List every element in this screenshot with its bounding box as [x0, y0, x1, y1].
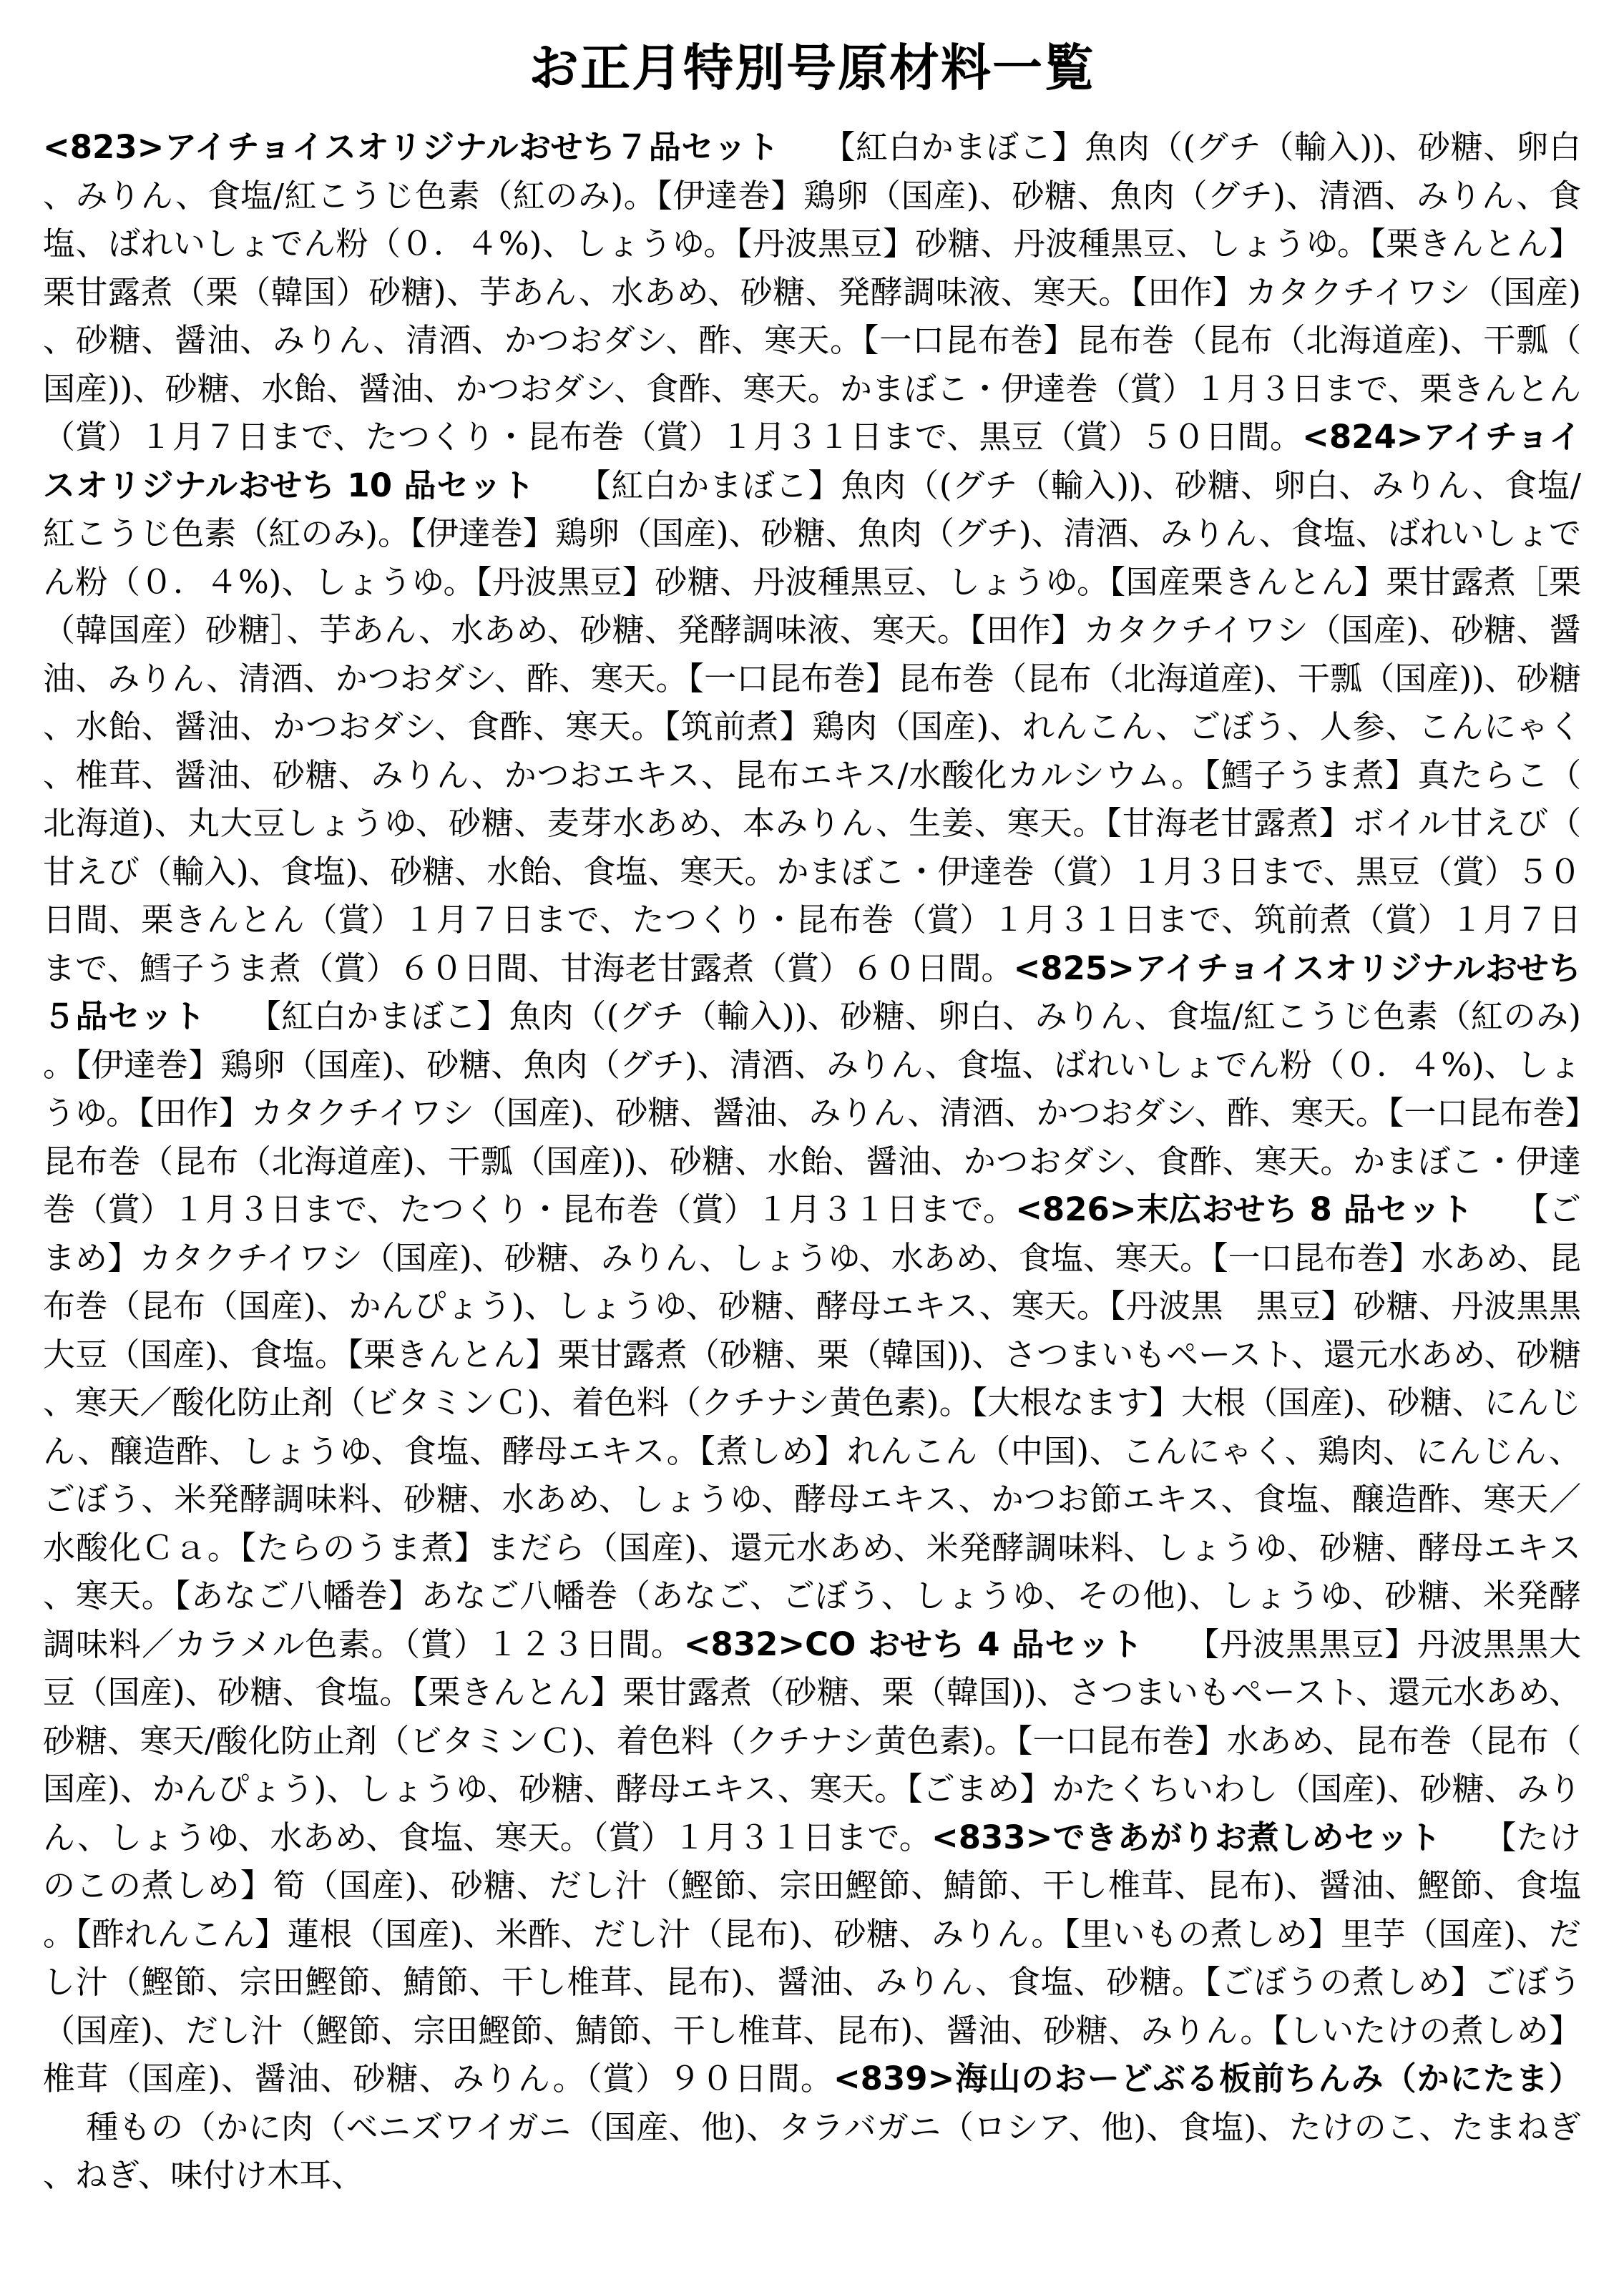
item-text-824: 【紅白かまぼこ】魚肉（(グチ（輸入))、砂糖、卵白、みりん、食塩/紅こうじ色素（紅のみ)。【伊達巻】鶏卵（国産)、砂糖、魚肉（グチ)、清酒、みりん、食塩、ばれいしょでん粉（０．４%)、しょうゆ。【丹波黒豆】砂糖、丹波種黒豆、しょうゆ。【国産栗きんとん】栗甘露煮［栗（韓国産）砂糖］、芋あん、水あめ、砂糖、発酵調味液、寒天。【田作】カタクチイワシ（国産)、砂糖、醤油、みりん、清酒、かつおダシ、酢、寒天。【一口昆布巻】昆布巻（昆布（北海道産)、干瓢（国産))、砂糖、水飴、醤油、かつおダシ、食酢、寒天。【筑前煮】鶏肉（国産)、れんこん、ごぼう、人参、こんにゃく、椎茸、醤油、砂糖、みりん、かつおエキス、昆布エキス/水酸化カルシウム。【鱈子うま煮】真たらこ（北海道)、丸大豆しょうゆ、砂糖、麦芽水あめ、本みりん、生姜、寒天。【甘海老甘露煮】ボイル甘えび（甘えび（輸入)、食塩)、砂糖、水飴、食塩、寒天。かまぼこ・伊達巻（賞）１月３日まで、黒豆（賞）５０日間、栗きんとん（賞）１月７日まで、たつくり・昆布巻（賞）１月３１日まで、筑前煮（賞）１月７日まで、鱈子うま煮（賞）６０日間、甘海老甘露煮（賞）６０日間。: [43, 466, 1581, 987]
item-text-825: 【紅白かまぼこ】魚肉（(グチ（輸入))、砂糖、卵白、みりん、食塩/紅こうじ色素（紅のみ)。【伊達巻】鶏卵（国産)、砂糖、魚肉（グチ)、清酒、みりん、食塩、ばれいしょでん粉（０．４%)、しょうゆ。【田作】カタクチイワシ（国産)、砂糖、醤油、みりん、清酒、かつおダシ、酢、寒天。【一口昆布巻】昆布巻（昆布（北海道産)、干瓢（国産))、砂糖、水飴、醤油、かつおダシ、食酢、寒天。かまぼこ・伊達巻（賞）１月３日まで、たつくり・昆布巻（賞）１月３１日まで。: [43, 997, 1581, 1228]
item-heading-825: <825>アイチョイスオリジナルおせち５品セット: [43, 949, 1581, 1035]
item-text-839: 種もの（かに肉（ベニズワイガニ（国産、他)、タラバガニ（ロシア、他)、食塩)、たけのこ、たまねぎ、ねぎ、味付け木耳、: [43, 2107, 1581, 2194]
item-text-826: 【ごまめ】カタクチイワシ（国産)、砂糖、みりん、しょうゆ、水あめ、食塩、寒天。【一口昆布巻】水あめ、昆布巻（昆布（国産)、かんぴょう)、しょうゆ、砂糖、酵母エキス、寒天。【丹波黒 黒豆】砂糖、丹波黒黒大豆（国産)、食塩。【栗きんとん】栗甘露煮（砂糖、栗（韓国))、さつまいもペースト、還元水あめ、砂糖、寒天／酸化防止剤（ビタミンＣ)、着色料（クチナシ黄色素)。【大根なます】大根（国産)、砂糖、にんじん、醸造酢、しょうゆ、食塩、酵母エキス。【煮しめ】れんこん（中国)、こんにゃく、鶏肉、にんじん、ごぼう、米発酵調味料、砂糖、水あめ、しょうゆ、酵母エキス、かつお節エキス、食塩、醸造酢、寒天／水酸化Ｃａ。【たらのうま煮】まだら（国産)、還元水あめ、米発酵調味料、しょうゆ、砂糖、酵母エキス、寒天。【あなご八幡巻】あなご八幡巻（あなご、ごぼう、しょうゆ、その他)、しょうゆ、砂糖、米発酵調味料／カラメル色素。（賞）１２３日間。: [43, 1190, 1581, 1663]
item-heading-823: <823>アイチョイスオリジナルおせち７品セット: [43, 128, 780, 166]
item-text-832: 【丹波黒黒豆】丹波黒黒大豆（国産)、砂糖、食塩。【栗きんとん】栗甘露煮（砂糖、栗（韓国))、さつまいもペースト、還元水あめ、砂糖、寒天/酸化防止剤（ビタミンＣ)、着色料（クチナシ黄色素)。【一口昆布巻】水あめ、昆布巻（昆布（国産)、かんぴょう)、しょうゆ、砂糖、酵母エキス、寒天。【ごまめ】かたくちいわし（国産)、砂糖、みりん、しょうゆ、水あめ、食塩、寒天。（賞）１月３１日まで。: [43, 1625, 1581, 1856]
item-heading-839: <839>海山のおーどぶる板前ちんみ（かにたま）: [833, 2060, 1581, 2097]
item-heading-833: <833>できあがりお煮しめセット: [931, 1818, 1442, 1856]
item-heading-832: <832>CO おせち 4 品セット: [683, 1625, 1144, 1663]
item-heading-824: <824>アイチョイスオリジナルおせち 10 品セット: [43, 418, 1581, 504]
item-text-823: 【紅白かまぼこ】魚肉（(グチ（輸入))、砂糖、卵白、みりん、食塩/紅こうじ色素（紅のみ)。【伊達巻】鶏卵（国産)、砂糖、魚肉（グチ)、清酒、みりん、食塩、ばれいしょでん粉（０．４%)、しょうゆ。【丹波黒豆】砂糖、丹波種黒豆、しょうゆ。【栗きんとん】栗甘露煮（栗（韓国）砂糖)、芋あん、水あめ、砂糖、発酵調味液、寒天。【田作】カタクチイワシ（国産)、砂糖、醤油、みりん、清酒、かつおダシ、酢、寒天。【一口昆布巻】昆布巻（昆布（北海道産)、干瓢（国産))、砂糖、水飴、醤油、かつおダシ、食酢、寒天。かまぼこ・伊達巻（賞）１月３日まで、栗きんとん（賞）１月７日まで、たつくり・昆布巻（賞）１月３１日まで、黒豆（賞）５０日間。: [43, 128, 1581, 456]
item-text-833: 【たけのこの煮しめ】筍（国産)、砂糖、だし汁（鰹節、宗田鰹節、鯖節、干し椎茸、昆布)、醤油、鰹節、食塩。【酢れんこん】蓮根（国産)、米酢、だし汁（昆布)、砂糖、みりん。【里いもの煮しめ】里芋（国産)、だし汁（鰹節、宗田鰹節、鯖節、干し椎茸、昆布)、醤油、みりん、食塩、砂糖。【ごぼうの煮しめ】ごぼう（国産)、だし汁（鰹節、宗田鰹節、鯖節、干し椎茸、昆布)、醤油、砂糖、みりん。【しいたけの煮しめ】椎茸（国産)、醤油、砂糖、みりん。（賞）９０日間。: [43, 1818, 1581, 2097]
document-page: [43, 29, 1581, 2261]
item-heading-826: <826>末広おせち 8 品セット: [1015, 1190, 1474, 1228]
document-title: お正月特別号原材料一覧: [529, 39, 1095, 97]
ingredient-list: [43, 123, 1581, 2200]
